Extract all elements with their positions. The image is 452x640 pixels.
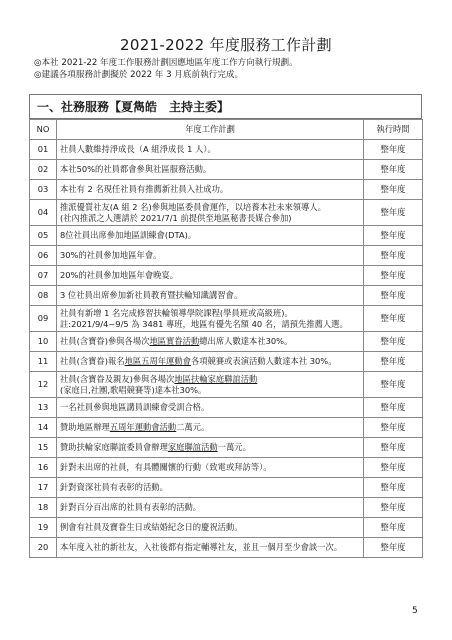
task-line bbox=[60, 308, 363, 319]
row-time: 整年度 bbox=[364, 160, 423, 180]
task-line bbox=[60, 290, 363, 301]
table-header-row bbox=[30, 120, 423, 140]
row-number: 03 bbox=[30, 180, 57, 200]
notes-block bbox=[34, 57, 298, 81]
row-number: 10 bbox=[30, 332, 57, 352]
table-row bbox=[30, 418, 423, 438]
section-header: 一、社務服務【夏雋皓 主持主委】 bbox=[29, 94, 422, 119]
row-number: 18 bbox=[30, 498, 57, 518]
task-text: (家庭日,社團,歌唱競賽等)達本社30%。 bbox=[60, 384, 207, 395]
task-text: 一名社員參與地區講員訓練會受訓合格。 bbox=[60, 402, 210, 412]
table-row bbox=[30, 160, 423, 180]
task-line bbox=[60, 144, 363, 155]
task-text: 社員(含寶眷及親友)參與各場次 bbox=[60, 373, 175, 384]
task-text: 推派優質社友(A 組 2 名)參與地區委員會運作，以培養本社未來領導人。 bbox=[60, 201, 326, 212]
table-row bbox=[30, 498, 423, 518]
task-text: 二萬元。 bbox=[176, 422, 210, 432]
task-text: 針對百分百出席的社員有表彰的活動。 bbox=[60, 502, 202, 512]
row-time: 整年度 bbox=[364, 332, 423, 352]
row-task bbox=[57, 538, 364, 558]
table-row bbox=[30, 226, 423, 246]
header-task: 年度工作計劃 bbox=[57, 120, 364, 140]
task-line bbox=[60, 422, 363, 433]
header-time: 執行時間 bbox=[364, 120, 423, 140]
row-number: 15 bbox=[30, 438, 57, 458]
table-row bbox=[30, 180, 423, 200]
table-row bbox=[30, 332, 423, 352]
task-line bbox=[60, 482, 363, 493]
task-line bbox=[60, 213, 363, 224]
row-task bbox=[57, 398, 364, 418]
row-task bbox=[57, 200, 364, 226]
row-time: 整年度 bbox=[364, 418, 423, 438]
row-task bbox=[57, 438, 364, 458]
table-row bbox=[30, 306, 423, 332]
table-row bbox=[30, 352, 423, 372]
task-line bbox=[60, 356, 363, 367]
task-text: 本社50%的社員都會參與社區服務活動。 bbox=[60, 164, 212, 174]
task-text: 註:2021/9/4~9/5 為 3481 專班，地區有優先名額 40 名，請預先推薦人選。 bbox=[60, 318, 348, 329]
row-task bbox=[57, 160, 364, 180]
row-task bbox=[57, 226, 364, 246]
row-number: 01 bbox=[30, 140, 57, 160]
row-time: 整年度 bbox=[364, 286, 423, 306]
task-line bbox=[60, 250, 363, 261]
row-time: 整年度 bbox=[364, 398, 423, 418]
underlined-text: 地區五周年運動會 bbox=[124, 356, 191, 366]
task-line bbox=[60, 164, 363, 175]
row-number: 06 bbox=[30, 246, 57, 266]
task-text: 8位社員出席參加地區訓練會(DTA)。 bbox=[60, 230, 197, 240]
task-line bbox=[60, 442, 363, 453]
row-time: 整年度 bbox=[364, 180, 423, 200]
task-line bbox=[60, 374, 363, 385]
task-line bbox=[60, 542, 363, 553]
task-line bbox=[60, 402, 363, 413]
task-text: 社員有新增 1 名完成修習扶輪領導學院課程(學員班或高級班)。 bbox=[60, 307, 293, 318]
row-number: 12 bbox=[30, 372, 57, 398]
row-number: 11 bbox=[30, 352, 57, 372]
row-task bbox=[57, 498, 364, 518]
row-number: 07 bbox=[30, 266, 57, 286]
task-line bbox=[60, 385, 363, 396]
note-line: ◎建議各項服務計劃擬於 2022 年 3 月底前執行完成。 bbox=[34, 70, 244, 80]
row-number: 09 bbox=[30, 306, 57, 332]
task-line bbox=[60, 522, 363, 533]
task-text: 總出席人數達本社30%。 bbox=[199, 336, 293, 346]
table-row bbox=[30, 140, 423, 160]
table-row bbox=[30, 266, 423, 286]
task-text: 社員(含寶眷)參與各場次 bbox=[60, 336, 150, 346]
row-task bbox=[57, 418, 364, 438]
page-number: 5 bbox=[412, 606, 418, 616]
row-time: 整年度 bbox=[364, 200, 423, 226]
table-row bbox=[30, 538, 423, 558]
task-text: 本社有 2 名現任社員有推薦新社員入社成功。 bbox=[60, 184, 229, 194]
row-task bbox=[57, 478, 364, 498]
task-text: 社員(含寶眷)報名 bbox=[60, 356, 125, 366]
task-text: 3 位社員出席參加新社員教育暨扶輪知識講習會。 bbox=[60, 290, 243, 300]
row-task bbox=[57, 372, 364, 398]
task-text: 本年度入社的新社友，入社後都有指定輔導社友，並且一個月至少會談一次。 bbox=[60, 542, 343, 552]
row-time: 整年度 bbox=[364, 140, 423, 160]
row-number: 16 bbox=[30, 458, 57, 478]
row-task bbox=[57, 246, 364, 266]
header-no: NO bbox=[30, 120, 57, 140]
task-text: 社員人數維持淨成長（A 組淨成長 1 人）。 bbox=[60, 144, 216, 154]
row-task bbox=[57, 306, 364, 332]
task-line bbox=[60, 230, 363, 241]
row-time: 整年度 bbox=[364, 372, 423, 398]
table-row bbox=[30, 458, 423, 478]
row-time: 整年度 bbox=[364, 458, 423, 478]
task-line bbox=[60, 319, 363, 330]
table-row bbox=[30, 438, 423, 458]
row-number: 13 bbox=[30, 398, 57, 418]
task-text: 贊助地區辦理 bbox=[60, 422, 110, 432]
task-line bbox=[60, 462, 363, 473]
row-time: 整年度 bbox=[364, 498, 423, 518]
row-task bbox=[57, 458, 364, 478]
task-text: 30%的社員參加地區年會。 bbox=[60, 250, 162, 260]
plan-table bbox=[29, 119, 423, 558]
task-text: 各項競賽或表演活動人數達本社 30%。 bbox=[190, 356, 337, 366]
task-line bbox=[60, 270, 363, 281]
task-line bbox=[60, 184, 363, 195]
row-time: 整年度 bbox=[364, 352, 423, 372]
row-time: 整年度 bbox=[364, 266, 423, 286]
task-text: 針對資深社員有表彰的活動。 bbox=[60, 482, 168, 492]
row-time: 整年度 bbox=[364, 538, 423, 558]
row-number: 17 bbox=[30, 478, 57, 498]
row-task bbox=[57, 352, 364, 372]
table-row bbox=[30, 372, 423, 398]
underlined-text: 家庭聯誼活動 bbox=[167, 442, 218, 452]
row-task bbox=[57, 332, 364, 352]
row-task bbox=[57, 286, 364, 306]
row-time: 整年度 bbox=[364, 478, 423, 498]
row-time: 整年度 bbox=[364, 226, 423, 246]
row-number: 05 bbox=[30, 226, 57, 246]
task-text: 贊助扶輪家庭聯誼委員會辦理 bbox=[60, 442, 168, 452]
row-task bbox=[57, 518, 364, 538]
task-text: 例會有社員及寶眷生日或結婚紀念日的慶祝活動。 bbox=[60, 522, 243, 532]
underlined-text: 地區扶輪家庭聯誼活動 bbox=[174, 373, 258, 384]
table-row bbox=[30, 478, 423, 498]
row-number: 20 bbox=[30, 538, 57, 558]
row-time: 整年度 bbox=[364, 246, 423, 266]
row-number: 14 bbox=[30, 418, 57, 438]
table-row bbox=[30, 398, 423, 418]
task-line bbox=[60, 336, 363, 347]
row-task bbox=[57, 266, 364, 286]
task-text: (社內推派之人選請於 2021/7/1 前提供至地區秘書長媒合參加) bbox=[60, 212, 292, 223]
table-row bbox=[30, 246, 423, 266]
row-time: 整年度 bbox=[364, 438, 423, 458]
row-number: 19 bbox=[30, 518, 57, 538]
table-row bbox=[30, 200, 423, 226]
table-row bbox=[30, 518, 423, 538]
underlined-text: 地區實眷活動 bbox=[149, 336, 200, 346]
note-line: ◎本社 2021-22 年度工作服務計劃因應地區年度工作方向執行規劃。 bbox=[34, 58, 298, 68]
row-number: 04 bbox=[30, 200, 57, 226]
task-line bbox=[60, 502, 363, 513]
page-title: 2021-2022 年度服務工作計劃 bbox=[120, 36, 332, 54]
row-number: 08 bbox=[30, 286, 57, 306]
task-text: 針對未出席的社員，有具體關懷的行動（致電或拜訪等）。 bbox=[60, 462, 272, 472]
table-body bbox=[30, 140, 423, 558]
task-text: 一萬元。 bbox=[217, 442, 251, 452]
table-row bbox=[30, 286, 423, 306]
row-task bbox=[57, 180, 364, 200]
task-line bbox=[60, 202, 363, 213]
row-task bbox=[57, 140, 364, 160]
task-text: 20%的社員參加地區年會晚宴。 bbox=[60, 270, 179, 280]
row-time: 整年度 bbox=[364, 306, 423, 332]
row-time: 整年度 bbox=[364, 518, 423, 538]
underlined-text: 五周年運動會活動 bbox=[109, 422, 177, 432]
row-number: 02 bbox=[30, 160, 57, 180]
